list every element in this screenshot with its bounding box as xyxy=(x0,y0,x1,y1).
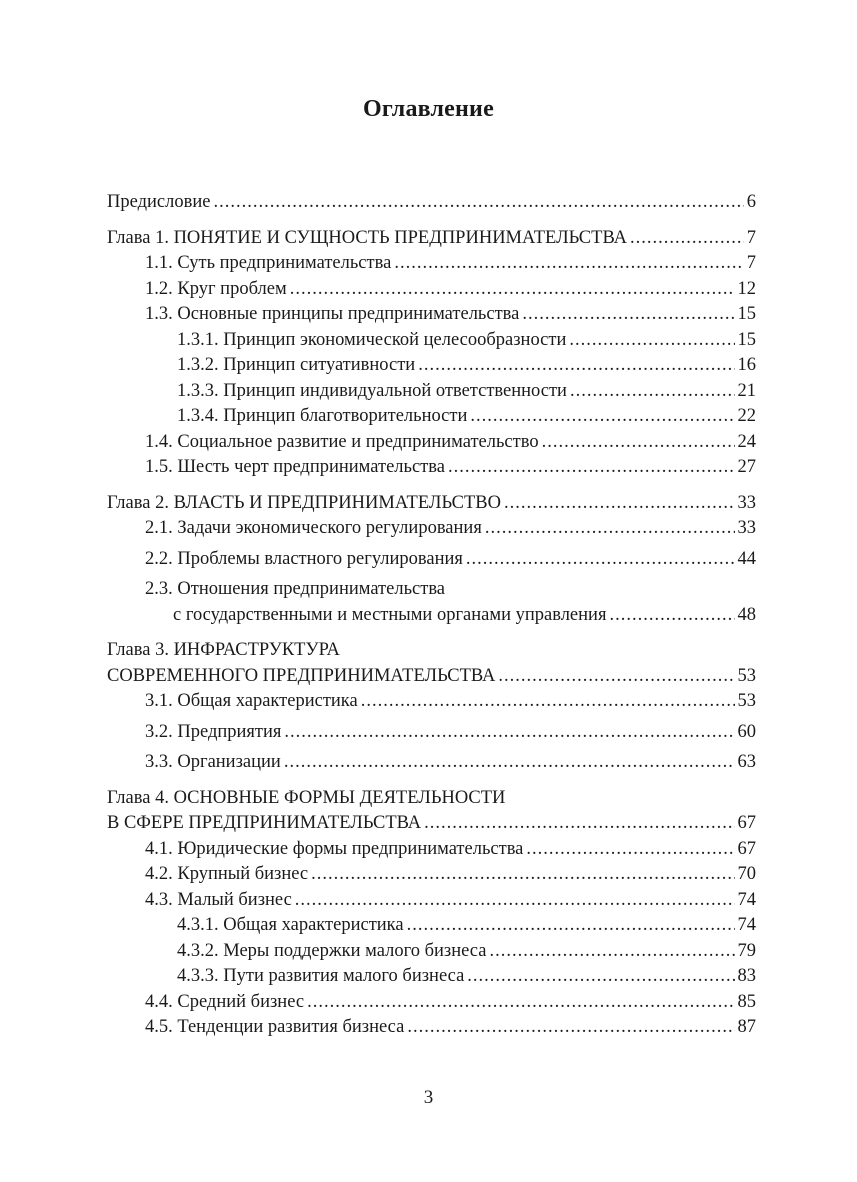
dot-leader xyxy=(307,990,734,1016)
toc-page-number: 7 xyxy=(746,253,756,273)
dot-leader xyxy=(489,939,734,965)
dot-leader xyxy=(361,689,735,715)
dot-leader xyxy=(394,251,743,277)
toc-label: 1.3.1. Принцип экономической целесообразности xyxy=(177,329,567,350)
toc-page-number: 7 xyxy=(746,227,756,248)
toc-entry-1-4[interactable] xyxy=(107,430,756,456)
toc-label: Глава 1. ПОНЯТИЕ И СУЩНОСТЬ ПРЕДПРИНИМАТЕЛЬСТВА xyxy=(107,227,627,248)
dot-leader xyxy=(424,811,734,837)
dot-leader xyxy=(418,353,734,379)
toc-label-line-2: В СФЕРЕ ПРЕДПРИНИМАТЕЛЬСТВА xyxy=(107,813,422,833)
toc-entry-2-3-line-2 xyxy=(107,603,756,629)
page-title: Оглавление xyxy=(363,96,494,122)
toc-page-number: 74 xyxy=(737,915,756,935)
toc-page-number: 12 xyxy=(737,278,756,299)
toc-page-number: 33 xyxy=(737,518,756,538)
dot-leader xyxy=(407,913,735,939)
toc-entry-4-1[interactable] xyxy=(107,837,756,863)
dot-leader xyxy=(213,190,743,216)
dot-leader xyxy=(609,603,734,629)
toc-label: 3.2. Предприятия xyxy=(145,721,282,742)
toc-label-line-1: Глава 4. ОСНОВНЫЕ ФОРМЫ ДЕЯТЕЛЬНОСТИ xyxy=(107,787,506,808)
toc-entry-preface[interactable] xyxy=(107,190,756,216)
dot-leader xyxy=(485,516,735,542)
dot-leader xyxy=(311,862,734,888)
toc-label: 3.1. Общая характеристика xyxy=(145,691,358,711)
toc-label: 2.1. Задачи экономического регулирования xyxy=(145,518,482,538)
dot-leader xyxy=(295,888,735,914)
toc-page-number: 33 xyxy=(737,492,756,513)
toc-page-number: 63 xyxy=(737,752,756,772)
toc-entry-1-3-3[interactable] xyxy=(107,379,756,405)
toc-entry-1-3[interactable] xyxy=(107,302,756,328)
dot-leader xyxy=(542,430,735,456)
toc-label: 1.5. Шесть черт предпринимательства xyxy=(145,457,445,477)
dot-leader xyxy=(526,837,734,863)
toc-page-number: 48 xyxy=(737,604,756,625)
toc-label: 4.3.2. Меры поддержки малого бизнеса xyxy=(177,940,487,961)
toc-label: 4.3.3. Пути развития малого бизнеса xyxy=(177,966,465,986)
toc-entry-3-3[interactable] xyxy=(107,750,756,776)
toc-entry-4-5[interactable] xyxy=(107,1015,756,1041)
toc-entry-chapter-2[interactable] xyxy=(107,491,756,517)
toc-label: 1.3. Основные принципы предпринимательства xyxy=(145,304,520,324)
dot-leader xyxy=(522,302,734,328)
dot-leader xyxy=(284,750,735,776)
toc-entry-chapter-3-line-2 xyxy=(107,664,756,690)
page-number: 3 xyxy=(423,1087,434,1108)
toc-entry-4-3[interactable] xyxy=(107,888,756,914)
toc-page-number: 27 xyxy=(737,457,756,477)
toc-page-number: 74 xyxy=(737,889,756,910)
toc-entry-4-3-3[interactable] xyxy=(107,964,756,990)
toc-label: 1.3.2. Принцип ситуативности xyxy=(177,355,416,375)
toc-page-number: 24 xyxy=(737,431,756,452)
toc-page-number: 83 xyxy=(737,966,756,986)
toc-page-number: 60 xyxy=(737,721,756,742)
toc-label: 2.2. Проблемы властного регулирования xyxy=(145,548,463,569)
toc-label: 4.4. Средний бизнес xyxy=(145,991,305,1012)
toc-label: Предисловие xyxy=(107,192,211,212)
dot-leader xyxy=(498,664,734,690)
toc-label-line-1: 2.3. Отношения предпринимательства xyxy=(145,579,446,599)
dot-leader xyxy=(407,1015,734,1041)
dot-leader xyxy=(467,964,734,990)
toc-page-number: 44 xyxy=(737,548,756,569)
toc-page-number: 16 xyxy=(737,355,756,375)
toc-entry-4-4[interactable] xyxy=(107,990,756,1016)
toc-entry-chapter-4-line-2 xyxy=(107,811,756,837)
toc-label: 4.5. Тенденции развития бизнеса xyxy=(145,1017,405,1037)
toc-entry-1-5[interactable] xyxy=(107,455,756,481)
toc-page-number: 15 xyxy=(737,329,756,350)
toc-label: 4.2. Крупный бизнес xyxy=(145,864,309,884)
toc-label: Глава 2. ВЛАСТЬ И ПРЕДПРИНИМАТЕЛЬСТВО xyxy=(107,492,501,513)
dot-leader xyxy=(290,277,735,303)
toc-entry-2-1[interactable] xyxy=(107,516,756,542)
toc-entry-chapter-3[interactable] xyxy=(107,638,756,689)
toc-page-number: 22 xyxy=(737,406,756,426)
dot-leader xyxy=(466,547,735,573)
toc-label-line-2: СОВРЕМЕННОГО ПРЕДПРИНИМАТЕЛЬСТВА xyxy=(107,665,496,686)
toc-label: 1.4. Социальное развитие и предпринимательство xyxy=(145,431,539,452)
dot-leader xyxy=(504,491,735,517)
toc-entry-chapter-1[interactable] xyxy=(107,226,756,252)
toc-label-line-1: Глава 3. ИНФРАСТРУКТУРА xyxy=(107,640,340,660)
toc-page-number: 70 xyxy=(737,864,756,884)
toc-page-number: 53 xyxy=(737,665,756,686)
dot-leader xyxy=(569,328,734,354)
toc-entry-1-1[interactable] xyxy=(107,251,756,277)
toc-entry-2-3[interactable] xyxy=(107,577,756,628)
toc-entry-4-3-1[interactable] xyxy=(107,913,756,939)
toc-label: 1.2. Круг проблем xyxy=(145,278,287,299)
toc-entry-3-2[interactable] xyxy=(107,720,756,746)
toc-page-number: 53 xyxy=(737,691,756,711)
toc-page-number: 21 xyxy=(737,380,756,401)
toc-page-number: 85 xyxy=(737,991,756,1012)
toc-page-number: 6 xyxy=(746,192,756,212)
toc-page-number: 67 xyxy=(737,813,756,833)
toc-entry-1-2[interactable] xyxy=(107,277,756,303)
dot-leader xyxy=(284,720,734,746)
toc-label: 1.3.3. Принцип индивидуальной ответственности xyxy=(177,380,567,401)
toc-entry-4-3-2[interactable] xyxy=(107,939,756,965)
toc-label: 3.3. Организации xyxy=(145,752,281,772)
toc-entry-2-2[interactable] xyxy=(107,547,756,573)
toc-label-line-2: с государственными и местными органами управления xyxy=(173,604,607,625)
toc-page-number: 15 xyxy=(737,304,756,324)
toc-entry-1-3-2[interactable] xyxy=(107,353,756,379)
toc-entry-1-3-4[interactable] xyxy=(107,404,756,430)
toc-entry-3-1[interactable] xyxy=(107,689,756,715)
toc-label: 1.3.4. Принцип благотворительности xyxy=(177,406,468,426)
toc-label: 4.1. Юридические формы предпринимательства xyxy=(145,838,524,859)
dot-leader xyxy=(630,226,744,252)
dot-leader xyxy=(570,379,735,405)
toc-page-number: 87 xyxy=(737,1017,756,1037)
dot-leader xyxy=(448,455,735,481)
toc-label: 4.3.1. Общая характеристика xyxy=(177,915,404,935)
table-of-contents xyxy=(107,190,756,1041)
toc-page-number: 79 xyxy=(737,940,756,961)
dot-leader xyxy=(470,404,734,430)
toc-label: 4.3. Малый бизнес xyxy=(145,889,292,910)
toc-page-number: 67 xyxy=(737,838,756,859)
toc-label: 1.1. Суть предпринимательства xyxy=(145,253,392,273)
toc-entry-4-2[interactable] xyxy=(107,862,756,888)
toc-entry-1-3-1[interactable] xyxy=(107,328,756,354)
toc-entry-chapter-4[interactable] xyxy=(107,786,756,837)
